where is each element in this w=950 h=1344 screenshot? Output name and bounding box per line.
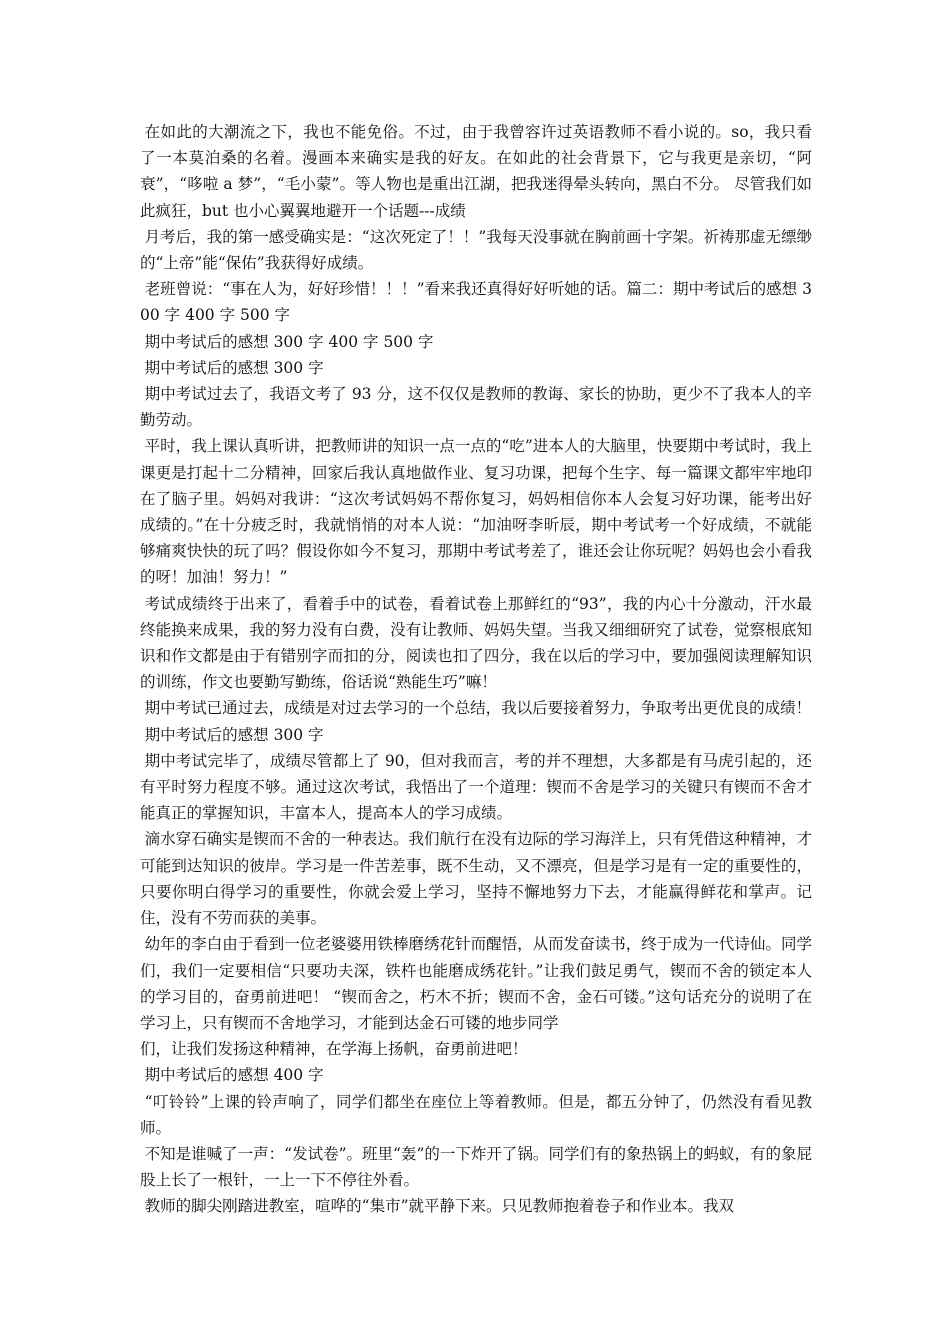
paragraph: 老班曾说：“事在人为，好好珍惜！！！”看来我还真得好好听她的话。篇二：期中考试后的感想 300 字 400 字 500 字 — [140, 280, 812, 325]
section-heading: 期中考试后的感想 300 字 — [144, 358, 324, 377]
paragraph: “叮铃铃”上课的铃声响了，同学们都坐在座位上等着教师。但是，都五分钟了，仍然没有看见教师。 — [140, 1092, 812, 1137]
section-heading: 期中考试后的感想 400 字 — [144, 1066, 324, 1085]
paragraph: 期中考试完毕了，成绩尽管都上了 90，但对我而言，考的并不理想，大多都是有马虎引起的，还有平时努力程度不够。通过这次考试，我悟出了一个道理：锲而不舍是学习的关键只有锲而不舍才能真正的掌握知识，丰富本人，提高本人的学习成绩。 — [140, 751, 812, 823]
paragraph: 期中考试已通过去，成绩是对过去学习的一个总结，我以后要接着努力，争取考出更优良的成绩！ — [144, 699, 812, 718]
paragraph: 期中考试过去了，我语文考了 93 分，这不仅仅是教师的教诲、家长的协助，更少不了我本人的辛勤劳动。 — [140, 385, 812, 430]
paragraph: 不知是谁喊了一声：“发试卷”。班里“轰”的一下炸开了锅。同学们有的象热锅上的蚂蚁，有的象屁股上长了一根针，一上一下不停往外看。 — [140, 1144, 812, 1190]
paragraph: 们，让我们发扬这种精神，在学海上扬帆，奋勇前进吧！ — [140, 1040, 528, 1059]
paragraph: 教师的脚尖刚踏进教室，喧哗的“集市”就平静下来。只见教师抱着卷子和作业本。我双 — [144, 1197, 734, 1216]
paragraph: 幼年的李白由于看到一位老婆婆用铁棒磨绣花针而醒悟，从而发奋读书，终于成为一代诗仙。同学们，我们一定要相信“只要功夫深，铁杵也能磨成绣花针。”让我们鼓足勇气，锲而不舍的锁定本人的学习目的，奋勇前进吧！ “锲而舍之，朽木不折；锲而不舍，金石可镂。”这句话充分的说明了在学习上，只有锲而不舍地学习，才能到达金石可镂的地步同学 — [140, 935, 812, 1032]
section-heading: 期中考试后的感想 300 字 400 字 500 字 — [144, 332, 434, 351]
paragraph: 考试成绩终于出来了，看着手中的试卷，看着试卷上那鲜红的“93”，我的内心十分激动，汗水最终能换来成果，我的努力没有白费，没有让教师、妈妈失望。当我又细细研究了试卷，觉察根底知识和作文都是由于有错别字而扣的分，阅读也扣了四分，我在以后的学习中，要加强阅读理解知识的训练，作文也要勤写勤练，俗话说“熟能生巧”嘛！ — [140, 594, 812, 692]
paragraph: 平时，我上课认真听讲，把教师讲的知识一点一点的“吃”进本人的大脑里，快要期中考试时，我上课更是打起十二分精神，回家后我认真地做作业、复习功课，把每个生字、每一篇课文都牢牢地印在了脑子里。妈妈对我讲：“这次考试妈妈不帮你复习，妈妈相信你本人会复习好功课，能考出好成绩的。”在十分疲乏时，我就悄悄的对本人说：“加油呀李昕辰，期中考试考一个好成绩，不就能够痛爽快快的玩了吗？假设你如今不复习，那期中考试考差了，谁还会让你玩呢？妈妈也会小看我的呀！加油！努力！” — [140, 437, 812, 587]
document-body — [140, 119, 812, 1220]
paragraph: 滴水穿石确实是锲而不舍的一种表达。我们航行在没有边际的学习海洋上，只有凭借这种精神，才可能到达知识的彼岸。学习是一件苦差事，既不生动，又不漂亮，但是学习是有一定的重要性的，只要你明白得学习的重要性，你就会爱上学习，坚持不懈地努力下去，才能赢得鲜花和掌声。记住，没有不劳而获的美事。 — [140, 830, 812, 928]
paragraph: 在如此的大潮流之下，我也不能免俗。不过，由于我曾容许过英语教师不看小说的。so，我只看了一本莫泊桑的名着。漫画本来确实是我的好友。在如此的社会背景下，它与我更是亲切，“阿衰”，“哆啦 a 梦”，“毛小蒙”。等人物也是重出江湖，把我迷得晕头转向，黑白不分。 尽管我们如此疯狂，but 也小心翼翼地避开一个话题---成绩 — [140, 123, 812, 220]
section-heading: 期中考试后的感想 300 字 — [144, 725, 324, 744]
paragraph: 月考后，我的第一感受确实是：“这次死定了！！”我每天没事就在胸前画十字架。祈祷那虚无缥缈的“上帝”能“保佑”我获得好成绩。 — [140, 227, 812, 273]
